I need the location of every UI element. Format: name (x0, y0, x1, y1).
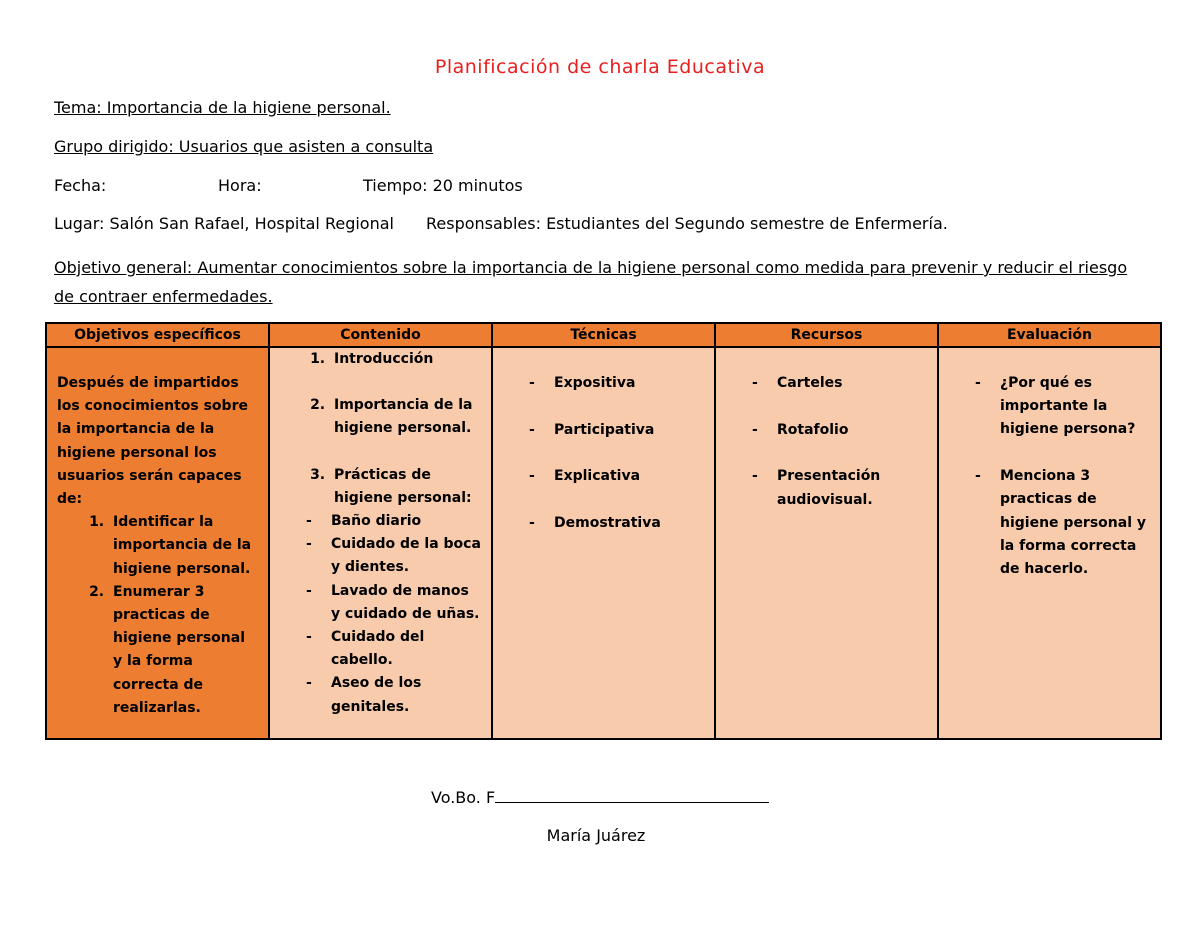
list-item: - Explicativa (529, 468, 641, 485)
list-item: - Demostrativa (529, 515, 661, 532)
tema-line: Tema: Importancia de la higiene personal. (54, 98, 391, 117)
list-item: - Participativa (529, 421, 655, 438)
list-item: - Lavado de manos y cuidado de uñas. (306, 582, 480, 622)
planning-table (45, 322, 1162, 740)
hora-label: Hora: (218, 176, 262, 195)
list-item: - Menciona 3 practicas de higiene personal y la forma correcta de hacerlo. (975, 468, 1147, 577)
header-recursos: Recursos (715, 323, 938, 347)
list-item: - Cuidado de la boca y dientes. (306, 536, 481, 576)
evaluacion-list (939, 348, 1160, 581)
list-item: 3. Prácticas de higiene personal: (330, 464, 481, 510)
list-item: - ¿Por qué es importante la higiene persona? (975, 375, 1136, 438)
tecnicas-cell (492, 347, 715, 739)
table-header-row (46, 323, 1161, 347)
recursos-list (716, 348, 937, 512)
objetivos-cell (46, 347, 269, 739)
signer-name-row (0, 826, 1200, 845)
objetivos-intro: Después de impartidos los conocimientos sobre la importancia de la higiene personal los usuarios serán capaces de: (57, 375, 248, 508)
objetivos-list (47, 511, 268, 720)
tecnicas-list (493, 348, 714, 535)
evaluacion-cell (938, 347, 1161, 739)
vobo-line (431, 788, 769, 807)
list-item: - Expositiva (529, 375, 636, 391)
objetivo-general: Objetivo general: Aumentar conocimientos sobre la importancia de la higiene personal como medida para prevenir y reducir el riesgo de contraer enfermedades. (54, 258, 1128, 306)
list-item: 2. Importancia de la higiene personal. (330, 394, 481, 440)
header-contenido: Contenido (269, 323, 492, 347)
header-evaluacion: Evaluación (938, 323, 1161, 347)
contenido-list (270, 464, 491, 510)
tiempo-label: Tiempo: 20 minutos (363, 176, 523, 195)
header-objetivos: Objetivos específicos (46, 323, 269, 347)
contenido-list (270, 394, 491, 440)
signer-name: María Juárez (546, 826, 646, 845)
vobo-label: Vo.Bo. F (431, 788, 496, 807)
signature-line (495, 788, 769, 803)
list-item: - Aseo de los genitales. (306, 675, 422, 715)
lugar-row (54, 214, 1054, 234)
responsables-label: Responsables: Estudiantes del Segundo semestre de Enfermería. (426, 214, 948, 233)
list-item: 1. Introducción (330, 348, 481, 371)
contenido-sublist (270, 510, 491, 719)
fecha-label: Fecha: (54, 176, 107, 195)
document-title: Planificación de charla Educativa (434, 56, 766, 78)
lugar-label: Lugar: Salón San Rafael, Hospital Regional (54, 214, 394, 233)
header-tecnicas: Técnicas (492, 323, 715, 347)
contenido-cell (269, 347, 492, 739)
recursos-cell (715, 347, 938, 739)
list-item: - Baño diario (306, 513, 422, 530)
grupo-line: Grupo dirigido: Usuarios que asisten a consulta (54, 137, 434, 156)
list-item: 2. Enumerar 3 practicas de higiene personal y la forma correcta de realizarlas. (109, 581, 256, 720)
list-item: - Rotafolio (752, 421, 849, 438)
table-row (46, 347, 1161, 739)
list-item: - Cuidado del cabello. (306, 629, 425, 669)
fecha-row (54, 176, 1054, 196)
list-item: 1. Identificar la importancia de la higiene personal. (109, 511, 256, 581)
contenido-list (270, 348, 491, 371)
list-item: - Presentación audiovisual. (752, 468, 881, 508)
list-item: - Carteles (752, 375, 843, 391)
